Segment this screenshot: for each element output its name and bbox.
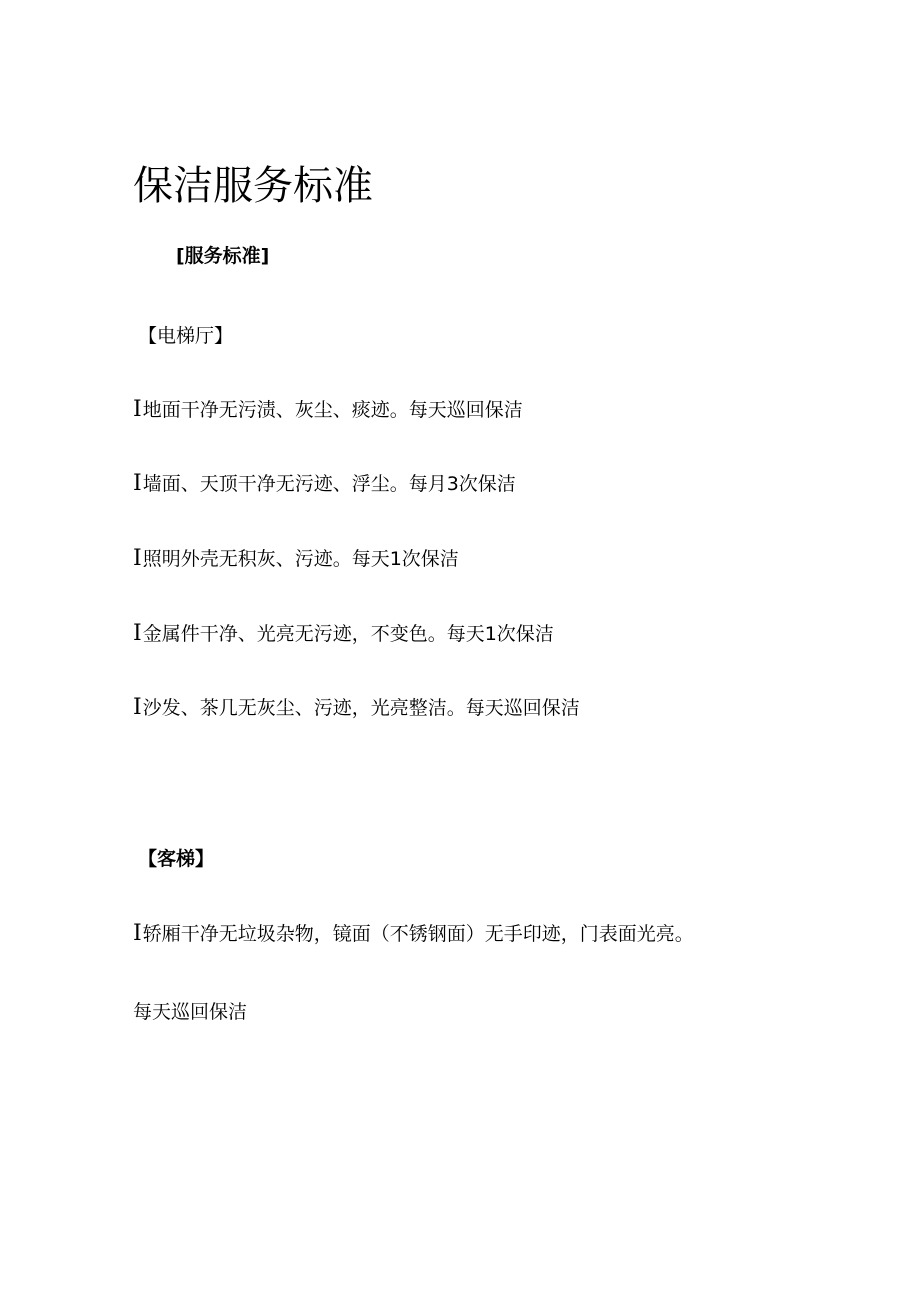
- list-item: [133, 545, 459, 573]
- list-item-text: 沙发、茶几无灰尘、污迹，光亮整洁。每天巡回保洁: [142, 697, 580, 719]
- bullet-marker: I: [133, 471, 142, 496]
- list-item-text: 轿厢干净无垃圾杂物，镜面（不锈钢面）无手印迹，门表面光亮。: [142, 923, 694, 945]
- bullet-marker: I: [133, 397, 142, 422]
- list-item-text: 地面干净无污渍、灰尘、痰迹。每天巡回保洁: [142, 399, 523, 421]
- list-item-text: 金属件干净、光亮无污迹，不变色。每天1次保洁: [142, 623, 554, 645]
- section-label-passenger-elevator: 【客梯】: [138, 848, 215, 870]
- section-label-elevator-hall: 【电梯厅】: [138, 325, 234, 347]
- subheading: [服务标准]: [176, 245, 270, 267]
- list-item: [133, 396, 523, 424]
- list-item: [133, 920, 694, 948]
- bullet-marker: I: [133, 921, 142, 946]
- list-item-text: 墙面、天顶干净无污迹、浮尘。每月3次保洁: [142, 473, 516, 495]
- list-item: [133, 694, 580, 722]
- list-item-continuation: 每天巡回保洁: [133, 1001, 248, 1023]
- page-title: 保洁服务标准: [133, 163, 373, 209]
- bullet-marker: I: [133, 546, 142, 571]
- list-item: [133, 620, 554, 648]
- bullet-marker: I: [133, 621, 142, 646]
- list-item: [133, 470, 516, 498]
- bullet-marker: I: [133, 695, 142, 720]
- list-item-text: 照明外壳无积灰、污迹。每天1次保洁: [142, 548, 459, 570]
